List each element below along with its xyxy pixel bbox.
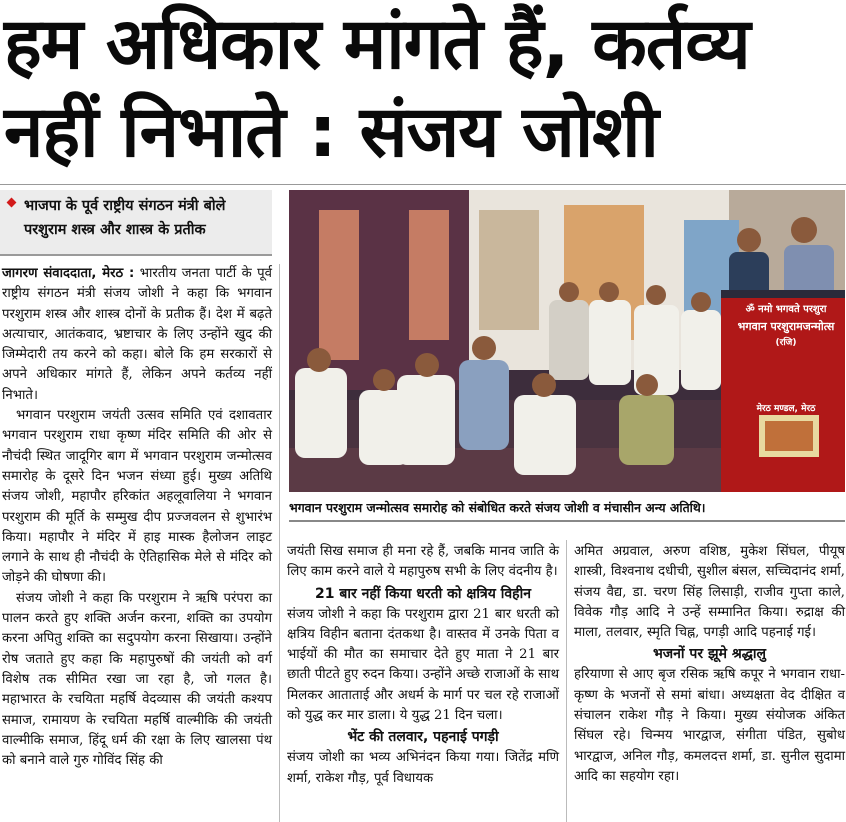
- byline: जागरण संवाददाता, मेरठ :: [2, 266, 135, 281]
- deck-box: [0, 190, 272, 256]
- event-photo: [289, 190, 845, 492]
- banner-line-2: भगवान परशुरामजन्मोत्स: [737, 320, 835, 333]
- diamond-bullet-icon: [7, 198, 17, 208]
- paragraph: अमित अग्रवाल, अरुण वशिष्ठ, मुकेश सिंघल, पीयूष शास्त्री, विश्वनाथ दधीची, सुशील बंसल, सच्चिदानंद शर्मा, संजय वैद्य, डा. चरण सिंह लिसाड़ी, राजीव गुप्ता काले, विवेक गौड़ आदि ने उन्हें सम्मानित किया। रुद्राक्ष की माला, तलवार, स्मृति चिह्न, पगड़ी आदि पहनाई गई।: [574, 544, 845, 641]
- headline-rule: [0, 184, 846, 185]
- column-divider: [279, 264, 280, 822]
- lead-text: भारतीय जनता पार्टी के पूर्व राष्ट्रीय संगठन मंत्री संजय जोशी ने कहा कि भगवान परशुराम शस्त्र और शास्त्र दोनों के प्रतीक हैं। देश में बढ़ते अत्याचार, आतंकवाद, भ्रष्टाचार के लिए उन्होंने खुद की जिम्मेदारी तय करने को कहा। बोले कि हम सरकारों से अपने अधिकार मांगते हैं, लेकिन अपने कर्तव्य नहीं निभाते।: [2, 266, 272, 403]
- deck-text: भाजपा के पूर्व राष्ट्रीय संगठन मंत्री बोले परशुराम शस्त्र और शास्त्र के प्रतीक: [24, 198, 226, 238]
- article-column-1: [2, 264, 272, 771]
- paragraph: भगवान परशुराम जयंती उत्सव समिति एवं दशावतार भगवान परशुराम राधा कृष्ण मंदिर समिति की ओर से नौचंदी स्थित जादूगिर बाग में भगवान परशुराम जन्मोत्सव समारोह के दूसरे दिन भजन संध्या हुई। मुख्य अतिथि संजय जोशी, महापौर हरिकांत अहलूवालिया ने भगवान परशुराम की मूर्ति के सम्मुख दीप प्रज्जवलन से शुभारंभ किया। महापौर ने मंदिर में हाइ मास्क हैलोजन लाइट लगाने के साथ ही नौचंदी के ऐतिहासिक मेले से मंदिर को जोड़ने की घोषणा की।: [2, 408, 272, 586]
- article-column-2: [287, 542, 559, 789]
- paragraph: संजय जोशी ने कहा कि परशुराम द्वारा 21 बार धरती को क्षत्रिय विहीन बताना दंतकथा है। वास्तव में उनके पिता व भाईयों की मौत का समाचार देते हुए माता ने 21 बार छाती पीटते हुए रुदन किया। उन्होंने अच्छे राजाओं के साथ मिलकर आताताई और अधर्म के मार्ग पर चल रहे राजाओं को युद्ध कर मार डाला। ये युद्ध 21 दिन चला।: [287, 606, 559, 724]
- subheading: भेंट की तलवार, पहनाई पगड़ी: [347, 729, 499, 746]
- headline: [4, 0, 844, 176]
- column-divider: [566, 540, 567, 822]
- banner-line-4: मेरठ मण्डल, मेरठ: [756, 404, 816, 414]
- banner-line-3: (रजि): [775, 338, 797, 348]
- paragraph: हरियाणा से आए बृज रसिक ऋषि कपूर ने भगवान राधा-कृष्ण के भजनों से समां बांधा। अध्यक्षता वेद दीक्षित व संचालन राकेश गौड़ ने किया। मुख्य संयोजक अंकित सिंघल रहे। चिन्मय भारद्वाज, संगीता पंडित, सुबोध भारद्वाज, अनिल गौड़, कमलदत्त शर्मा, डा. सुनील सुदामा आदि का सहयोग रहा।: [574, 667, 845, 784]
- subheading: 21 बार नहीं किया धरती को क्षत्रिय विहीन: [315, 585, 531, 602]
- podium-banner: [731, 302, 841, 416]
- paragraph: जयंती सिख समाज ही मना रहे हैं, जबकि मानव जाति के लिए काम करने वाले ये महापुरुष सभी के लिए वंदनीय है।: [287, 544, 559, 580]
- paragraph: संजय जोशी का भव्य अभिनंदन किया गया। जितेंद्र मणि शर्मा, राकेश गौड़, पूर्व विधायक: [287, 750, 559, 786]
- headline-line-2: नहीं निभाते : संजय जोशी: [4, 90, 658, 173]
- lead-paragraph: [2, 264, 272, 406]
- headline-line-1: हम अधिकार मांगते हैं, कर्तव्य: [4, 2, 750, 85]
- paragraph: संजय जोशी ने कहा कि परशुराम ने ऋषि परंपरा का पालन करते हुए शक्ति अर्जन करना, शक्ति का उपयोग करना अपितु शक्ति का सदुपयोग करना सिखाया। उन्होंने रोष जताते हुए कहा कि महापुरुषों की जयंती को वर्ग विशेष तक सीमित रखा जा रहा है, जो गलत है। महाभारत के रचयिता महर्षि वेदव्यास की जयंती कश्यप समाज, रामायण के रचयिता महर्षि वाल्मीकि की जयंती वाल्मीकि समाज, हिंदू धर्म की रक्षा के लिए खालसा पंथ को बनाने वाले गुरु गोविंद सिंह की: [2, 590, 272, 769]
- banner-line-1: ॐ नमो भगवते परशुरा: [745, 304, 827, 315]
- article-column-3: [574, 542, 845, 787]
- photo-caption: भगवान परशुराम जन्मोत्सव समारोह को संबोधित करते संजय जोशी व मंचासीन अन्य अतिथि।: [289, 496, 845, 522]
- subheading: भजनों पर झूमे श्रद्धालु: [652, 646, 767, 663]
